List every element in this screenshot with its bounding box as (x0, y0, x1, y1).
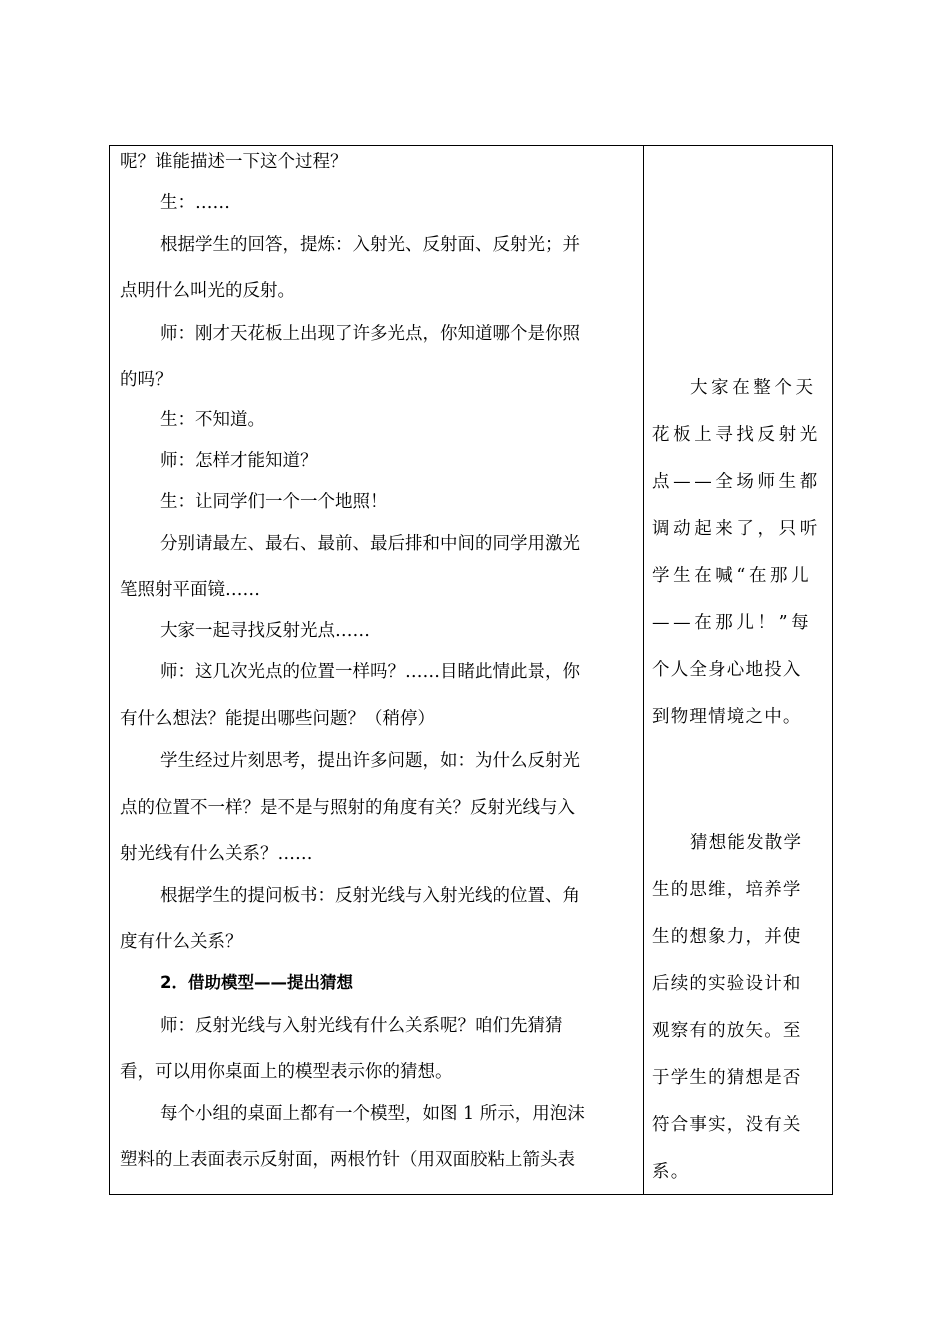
note-2-line-5: 观察有的放矢。至 (652, 1021, 802, 1041)
main-line-13: 师：这几次光点的位置一样吗？……目睹此情此景，你 (160, 662, 580, 682)
main-line-19: 度有什么关系？ (120, 932, 243, 952)
main-line-6: 的吗？ (120, 370, 173, 390)
note-2-line-1: 猜想能发散学 (690, 833, 803, 853)
note-2-line-2: 生的思维，培养学 (652, 880, 802, 900)
main-line-11: 笔照射平面镜…… (120, 580, 260, 600)
note-1-line-2: 花板上寻找反射光 (652, 425, 821, 445)
main-line-7: 生：不知道。 (160, 410, 265, 430)
main-line-3: 根据学生的回答，提炼：入射光、反射面、反射光；并 (160, 235, 580, 255)
main-line-21: 师：反射光线与入射光线有什么关系呢？咱们先猜猜 (160, 1016, 563, 1036)
main-line-24: 塑料的上表面表示反射面，两根竹针（用双面胶粘上箭头表 (120, 1150, 575, 1170)
main-line-16: 点的位置不一样？是不是与照射的角度有关？反射光线与入 (120, 798, 575, 818)
note-2-line-7: 符合事实，没有关 (652, 1115, 802, 1135)
lesson-table (109, 145, 833, 1195)
note-1-line-8: 到物理情境之中。 (652, 707, 802, 727)
main-line-9: 生：让同学们一个一个地照！ (160, 492, 388, 512)
main-line-10: 分别请最左、最右、最前、最后排和中间的同学用激光 (160, 534, 580, 554)
note-1-line-3: 点——全场师生都 (652, 472, 821, 492)
note-1-line-1: 大家在整个天 (690, 378, 817, 398)
main-line-1: 呢？谁能描述一下这个过程？ (120, 152, 348, 172)
main-line-12: 大家一起寻找反射光点…… (160, 621, 370, 641)
note-2-line-6: 于学生的猜想是否 (652, 1068, 802, 1088)
note-2-line-4: 后续的实验设计和 (652, 974, 802, 994)
note-1-line-6: ——在那儿！”每 (652, 613, 813, 633)
section-heading: 2．借助模型——提出猜想 (160, 973, 353, 992)
commentary-column (644, 146, 832, 1194)
main-line-2: 生：…… (160, 193, 230, 213)
note-1-line-5: 学生在喊“在那儿 (652, 566, 813, 586)
main-line-17: 射光线有什么关系？…… (120, 844, 313, 864)
main-content-column (110, 146, 643, 1194)
main-line-18: 根据学生的提问板书：反射光线与入射光线的位置、角 (160, 886, 580, 906)
main-line-22: 看，可以用你桌面上的模型表示你的猜想。 (120, 1062, 453, 1082)
main-line-5: 师：刚才天花板上出现了许多光点，你知道哪个是你照 (160, 324, 580, 344)
main-line-8: 师：怎样才能知道？ (160, 451, 318, 471)
main-line-14: 有什么想法？能提出哪些问题？（稍停） (120, 709, 435, 729)
note-1-line-4: 调动起来了，只听 (652, 519, 821, 539)
main-line-4: 点明什么叫光的反射。 (120, 281, 295, 301)
note-2-line-8: 系。 (652, 1162, 690, 1182)
note-1-line-7: 个人全身心地投入 (652, 660, 802, 680)
main-line-15: 学生经过片刻思考，提出许多问题，如：为什么反射光 (160, 751, 580, 771)
note-2-line-3: 生的想象力，并使 (652, 927, 802, 947)
main-line-23: 每个小组的桌面上都有一个模型，如图 1 所示，用泡沫 (160, 1104, 585, 1124)
